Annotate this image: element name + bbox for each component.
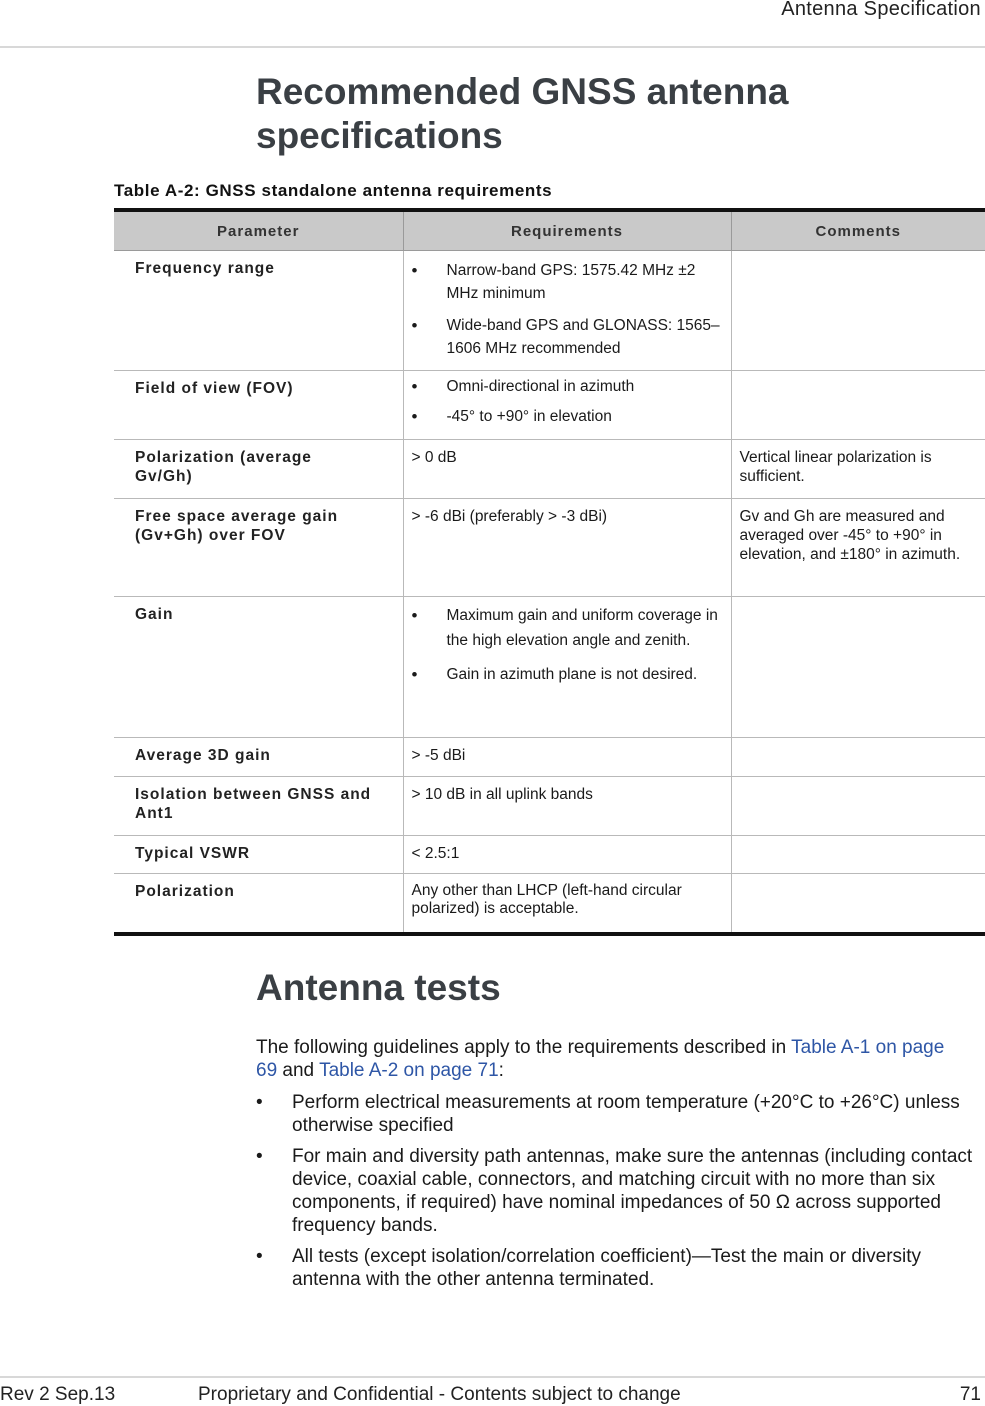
table-row: [114, 738, 985, 777]
footer-divider: [0, 1376, 985, 1378]
section-title: Recommended GNSS antenna specifications: [256, 71, 789, 156]
footer-revision: Rev 2 Sep.13: [0, 1384, 116, 1405]
parameter-cell: Frequency range: [114, 251, 403, 371]
table-row: [114, 597, 985, 738]
requirement-item: • Wide-band GPS and GLONASS: 1565–1606 MHz recommended: [412, 314, 721, 360]
comments-cell: [731, 251, 985, 371]
requirements-cell: > 10 dB in all uplink bands: [403, 777, 731, 836]
requirements-cell: < 2.5:1: [403, 836, 731, 874]
parameter-cell: Typical VSWR: [114, 836, 403, 874]
parameter-cell: Free space average gain (Gv+Gh) over FOV: [114, 499, 403, 597]
column-header-comments: Comments: [731, 210, 985, 251]
parameter-cell: Isolation between GNSS and Ant1: [114, 777, 403, 836]
parameter-cell: Polarization (average Gv/Gh): [114, 440, 403, 499]
tests-intro: [256, 1036, 956, 1082]
requirements-cell: [403, 251, 731, 371]
requirements-cell: > 0 dB: [403, 440, 731, 499]
parameter-cell: Gain: [114, 597, 403, 738]
intro-text: The following guidelines apply to the requirements described in: [256, 1037, 792, 1058]
requirement-item: • Maximum gain and uniform coverage in the high elevation angle and zenith.: [412, 603, 721, 653]
footer-notice: Proprietary and Confidential - Contents subject to change: [198, 1384, 681, 1405]
intro-and: and: [277, 1060, 320, 1081]
requirements-cell: [403, 371, 731, 440]
table-row: [114, 499, 985, 597]
guideline-item: • For main and diversity path antennas, make sure the antennas (including contact device, coaxial cable, connectors, and matching circuit with no more than six components, if required) have nominal impedances of 50 Ω across supported frequency bands.: [256, 1145, 976, 1237]
requirement-item: • Omni-directional in azimuth: [412, 375, 721, 398]
requirement-item: • -45° to +90° in elevation: [412, 405, 721, 428]
table-row: [114, 251, 985, 371]
requirements-cell: Any other than LHCP (left-hand circular polarized) is acceptable.: [403, 874, 731, 934]
comments-cell: [731, 738, 985, 777]
column-header-parameter: Parameter: [114, 210, 403, 251]
parameter-cell: Average 3D gain: [114, 738, 403, 777]
gnss-requirements-table: [114, 208, 985, 936]
comments-cell: [731, 371, 985, 440]
comments-cell: Vertical linear polarization is sufficient.: [731, 440, 985, 499]
table-row: [114, 371, 985, 440]
intro-suffix: :: [498, 1060, 504, 1081]
comments-cell: Gv and Gh are measured and averaged over -45° to +90° in elevation, and ±180° in azimuth.: [731, 499, 985, 597]
comments-cell: [731, 836, 985, 874]
requirements-cell: [403, 597, 731, 738]
table-row: [114, 440, 985, 499]
column-header-requirements: Requirements: [403, 210, 731, 251]
table-row: [114, 836, 985, 874]
guideline-item: • All tests (except isolation/correlation coefficient)—Test the main or diversity antenna with the other antenna terminated.: [256, 1245, 976, 1291]
table-row: [114, 777, 985, 836]
requirement-item: • Narrow-band GPS: 1575.42 MHz ±2 MHz minimum: [412, 259, 712, 305]
guideline-item: • Perform electrical measurements at room temperature (+20°C to +26°C) unless otherwise specified: [256, 1091, 976, 1137]
parameter-cell: Field of view (FOV): [114, 371, 403, 440]
antenna-tests-title: Antenna tests: [256, 967, 501, 1008]
header-divider: [0, 46, 985, 48]
comments-cell: [731, 597, 985, 738]
requirements-cell: > -5 dBi: [403, 738, 731, 777]
requirement-item: • Gain in azimuth plane is not desired.: [412, 662, 721, 687]
running-header: Antenna Specification: [781, 0, 981, 20]
table-header-row: [114, 210, 985, 251]
requirements-cell: > -6 dBi (preferably > -3 dBi): [403, 499, 731, 597]
guidelines-list: [256, 1091, 976, 1299]
table-caption: Table A-2: GNSS standalone antenna requirements: [114, 181, 553, 200]
comments-cell: [731, 777, 985, 836]
comments-cell: [731, 874, 985, 934]
table-row: [114, 874, 985, 934]
table-a2-link[interactable]: Table A-2 on page 71: [319, 1060, 499, 1081]
table-a1-link[interactable]: Table A-1 on page 69: [256, 1037, 945, 1081]
parameter-cell: Polarization: [114, 874, 403, 934]
page-number: 71: [959, 1384, 981, 1405]
